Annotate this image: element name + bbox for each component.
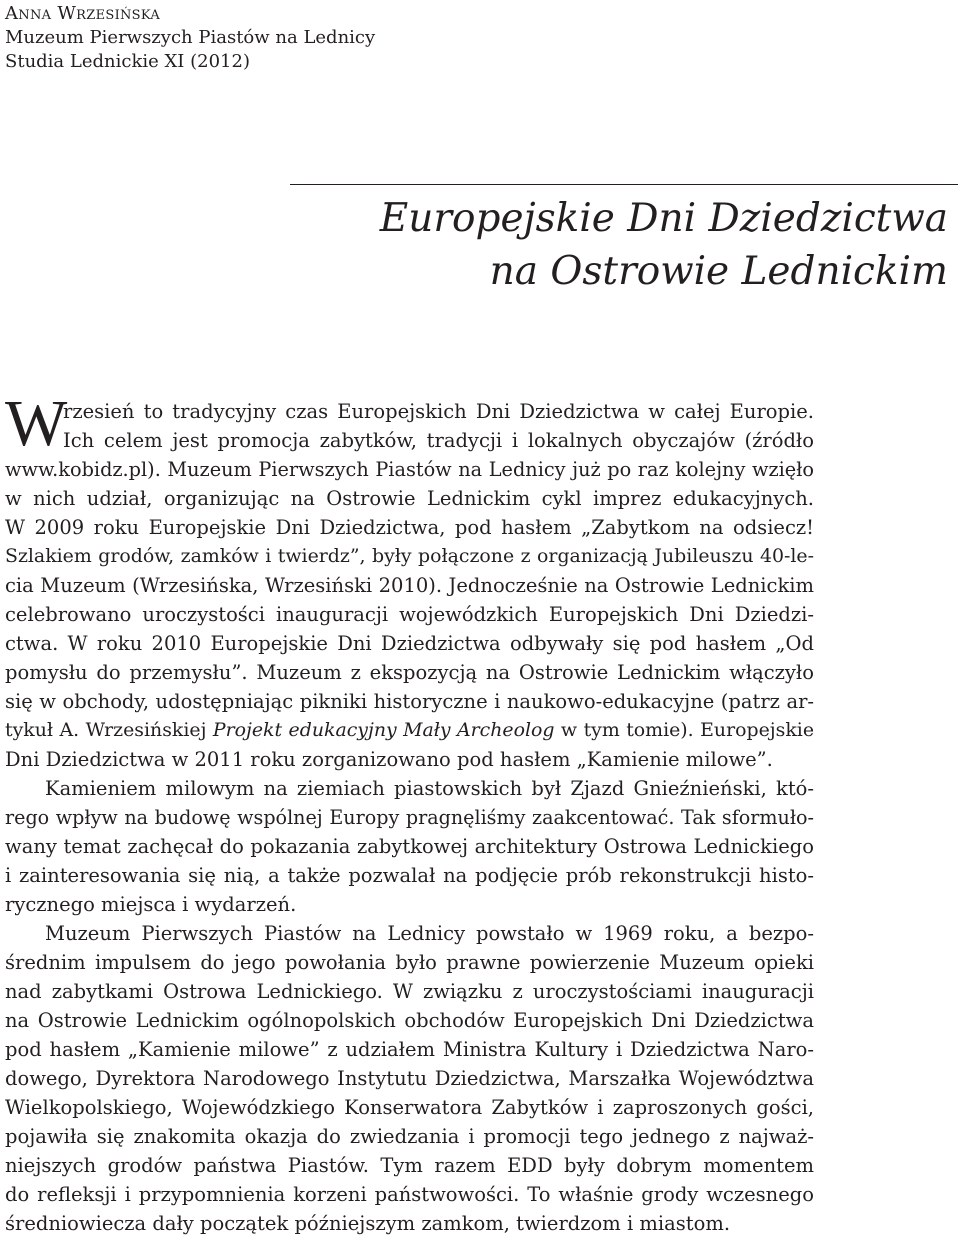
title-rule [290, 184, 958, 185]
body-line: pod hasłem „Kamienie milowe” z udziałem Ministra Kultury i Dziedzictwa Naro- [5, 1038, 814, 1061]
cited-title: Projekt edukacyjny Mały Archeolog [212, 719, 555, 741]
body-line: niejszych grodów państwa Piastów. Tym razem EDD były dobrym momentem [5, 1154, 814, 1177]
body-line: ctwa. W roku 2010 Europejskie Dni Dziedzictwa odbywały się pod hasłem „Od [5, 632, 814, 655]
body-line-with-citation [5, 716, 814, 745]
body-line: rzesień to tradycyjny czas Europejskich Dni Dziedzictwa w całej Europie. [63, 400, 814, 423]
body-line: dowego, Dyrektora Narodowego Instytutu Dziedzictwa, Marszałka Województwa [5, 1067, 814, 1090]
body-line: celebrowano uroczystości inauguracji wojewódzkich Europejskich Dni Dziedzi- [5, 603, 814, 626]
body-line: Dni Dziedzictwa w 2011 roku zorganizowano pod hasłem „Kamienie milowe”. [5, 748, 773, 771]
body-line: pomysłu do przemysłu”. Muzeum z ekspozycją na Ostrowie Lednickim włączyło [5, 661, 814, 684]
body-line: Ich celem jest promocja zabytków, tradycji i lokalnych obyczajów (źródło [63, 429, 814, 452]
article-header [5, 2, 375, 74]
body-line: nad zabytkami Ostrowa Lednickiego. W związku z uroczystościami inauguracji [5, 980, 814, 1003]
body-line: W 2009 roku Europejskie Dni Dziedzictwa, pod hasłem „Zabytkom na odsiecz! [5, 516, 814, 539]
title-line-1: Europejskie Dni Dziedzictwa [379, 196, 948, 241]
body-line: na Ostrowie Lednickim ogólnopolskich obchodów Europejskich Dni Dziedzictwa [5, 1009, 814, 1032]
body-line: do refleksji i przypomnienia korzeni państwowości. To właśnie grody wczesnego [5, 1183, 814, 1206]
body-line: rycznego miejsca i wydarzeń. [5, 893, 297, 916]
body-line: rego wpływ na budowę wspólnej Europy pragnęliśmy zaakcentować. Tak sformuło- [5, 806, 814, 829]
body-line: średniowiecza dały początek późniejszym zamkom, twierdzom i miastom. [5, 1212, 731, 1235]
author-name: Anna Wrzesińska [5, 3, 161, 24]
institution: Muzeum Pierwszych Piastów na Lednicy [5, 27, 376, 48]
body-line: pojawiła się znakomita okazja do zwiedzania i promocji tego jednego z najważ- [5, 1125, 814, 1148]
drop-cap: W [5, 387, 68, 460]
body-line: wany temat zachęcał do pokazania zabytkowej architektury Ostrowa Lednickiego [5, 835, 814, 858]
body-line: i zainteresowania się nią, a także pozwalał na podjęcie prób rekonstrukcji histo- [5, 864, 814, 887]
article-title [380, 192, 948, 298]
body-line: Wielkopolskiego, Wojewódzkiego Konserwatora Zabytków i zaproszonych gości, [5, 1096, 814, 1119]
body-line: Muzeum Pierwszych Piastów na Lednicy powstało w 1969 roku, a bezpo- [45, 922, 814, 945]
title-line-2: na Ostrowie Lednickim [489, 249, 948, 294]
body-text: tykuł A. Wrzesińskiej [5, 719, 213, 741]
body-line: się w obchody, udostępniając pikniki historyczne i naukowo-edukacyjne (patrz ar- [5, 690, 814, 713]
body-line: cia Muzeum (Wrzesińska, Wrzesiński 2010). Jednocześnie na Ostrowie Lednickim [5, 574, 814, 597]
article-body [5, 397, 814, 1238]
body-line: www.kobidz.pl). Muzeum Pierwszych Piastów na Lednicy już po raz kolejny wzięło [5, 458, 814, 481]
body-line: w nich udział, organizując na Ostrowie Lednickim cykl imprez edukacyjnych. [5, 487, 814, 510]
body-line: Szlakiem grodów, zamków i twierdz”, były połączone z organizacją Jubileuszu 40-le- [5, 545, 814, 567]
series-citation: Studia Lednickie XI (2012) [5, 51, 250, 72]
body-text: w tym tomie). Europejskie [554, 719, 814, 741]
body-line: Kamieniem milowym na ziemiach piastowskich był Zjazd Gnieźnieński, któ- [45, 777, 814, 800]
body-line: średnim impulsem do jego powołania było prawne powierzenie Muzeum opieki [5, 951, 814, 974]
